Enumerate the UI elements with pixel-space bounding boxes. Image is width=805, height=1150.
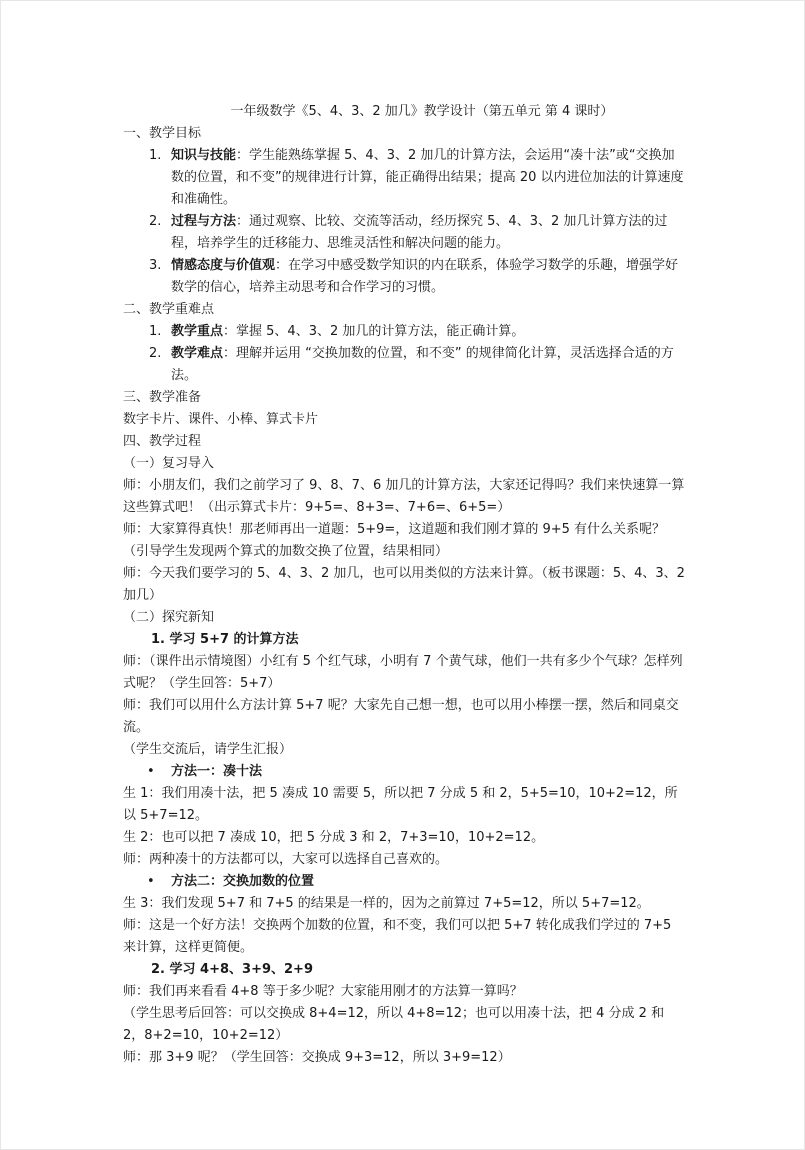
part-1-heading: （一）复习导入	[123, 456, 215, 471]
bullet-icon: •	[147, 764, 155, 779]
paragraph: 师：我们可以用什么方法计算 5+7 呢？大家先自己想一想，也可以用小棒摆一摆，然后和同桌交流。	[123, 698, 679, 735]
objective-item	[123, 211, 685, 255]
paragraph: 师：今天我们要学习的 5、4、3、2 加几，也可以用类似的方法来计算。（板书课题：5、4、3、2 加几）	[123, 566, 685, 603]
item-label: 教学难点	[171, 346, 224, 361]
materials-text: 数字卡片、课件、小棒、算式卡片	[123, 412, 319, 427]
list-number: 2.	[149, 214, 162, 229]
paragraph: 师：这是一个好方法！交换两个加数的位置，和不变，我们可以把 5+7 转化成我们学过的 7+5 来计算，这样更简便。	[123, 918, 672, 955]
item-text: ：通过观察、比较、交流等活动，经历探究 5、4、3、2 加几计算方法的过程，培养学生的迁移能力、思维灵活性和解决问题的能力。	[171, 214, 668, 251]
paragraph: 师：我们再来看看 4+8 等于多少呢？大家能用刚才的方法算一算吗？	[123, 984, 523, 999]
section-3-heading: 三、教学准备	[123, 390, 202, 405]
paragraph: 生 3：我们发现 5+7 和 7+5 的结果是一样的，因为之前算过 7+5=12，所以 5+7=12。	[123, 896, 650, 911]
paragraph: 生 1：我们用凑十法，把 5 凑成 10 需要 5，所以把 7 分成 5 和 2，5+5=10，10+2=12，所以 5+7=12。	[123, 786, 678, 823]
subsection-2-heading: 2. 学习 4+8、3+9、2+9	[151, 962, 313, 977]
document-body	[123, 101, 685, 1069]
item-label: 情感态度与价值观	[171, 258, 276, 273]
keypoint-item	[123, 321, 685, 343]
list-number: 2.	[149, 346, 162, 361]
item-label: 知识与技能	[171, 148, 237, 163]
paragraph: （学生思考后回答：可以交换成 8+4=12，所以 4+8=12；也可以用凑十法，把 4 分成 2 和 2，8+2=10，10+2=12）	[123, 1006, 665, 1043]
method-2-heading	[123, 871, 685, 893]
list-number: 3.	[149, 258, 162, 273]
section-2-heading: 二、教学重难点	[123, 302, 215, 317]
keypoint-item	[123, 343, 685, 387]
method-2-label: 方法二：交换加数的位置	[171, 874, 315, 889]
section-1-heading: 一、教学目标	[123, 126, 202, 141]
paragraph: 师：小朋友们，我们之前学习了 9、8、7、6 加几的计算方法，大家还记得吗？我们来快速算一算这些算式吧！（出示算式卡片：9+5=、8+3=、7+6=、6+5=）	[123, 478, 685, 515]
item-text: ：在学习中感受数学知识的内在联系，体验学习数学的乐趣，增强学好数学的信心，培养主动思考和合作学习的习惯。	[171, 258, 679, 295]
paragraph: 生 2：也可以把 7 凑成 10，把 5 分成 3 和 2，7+3=10，10+2=12。	[123, 830, 545, 845]
item-text: ：学生能熟练掌握 5、4、3、2 加几的计算方法，会运用“凑十法”或“交换加数的位置，和不变”的规律进行计算，能正确得出结果；提高 20 以内进位加法的计算速度和准确性。	[171, 148, 684, 207]
method-1-label: 方法一：凑十法	[171, 764, 263, 779]
document-title: 一年级数学《5、4、3、2 加几》教学设计（第五单元 第 4 课时）	[230, 104, 614, 119]
method-1-heading	[123, 761, 685, 783]
item-text: ：理解并运用 “交换加数的位置，和不变” 的规律简化计算，灵活选择合适的方法。	[171, 346, 674, 383]
item-label: 过程与方法	[171, 214, 237, 229]
objective-item	[123, 255, 685, 299]
item-text: ：掌握 5、4、3、2 加几的计算方法，能正确计算。	[223, 324, 525, 339]
bullet-icon: •	[147, 874, 155, 889]
paragraph: 师：那 3+9 呢？（学生回答：交换成 9+3=12，所以 3+9=12）	[123, 1050, 511, 1065]
list-number: 1.	[149, 324, 162, 339]
part-2-heading: （二）探究新知	[123, 610, 215, 625]
paragraph: 师：大家算得真快！那老师再出一道题：5+9=，这道题和我们刚才算的 9+5 有什么关系呢？（引导学生发现两个算式的加数交换了位置，结果相同）	[123, 522, 666, 559]
paragraph: 师：两种凑十的方法都可以，大家可以选择自己喜欢的。	[123, 852, 449, 867]
item-label: 教学重点	[171, 324, 224, 339]
list-number: 1.	[149, 148, 162, 163]
subsection-1-heading: 1. 学习 5+7 的计算方法	[151, 632, 299, 647]
section-4-heading: 四、教学过程	[123, 434, 202, 449]
paragraph: 师：（课件出示情境图）小红有 5 个红气球，小明有 7 个黄气球，他们一共有多少个气球？怎样列式呢？（学生回答：5+7）	[123, 654, 683, 691]
objective-item	[123, 145, 685, 211]
paragraph: （学生交流后，请学生汇报）	[123, 742, 293, 757]
